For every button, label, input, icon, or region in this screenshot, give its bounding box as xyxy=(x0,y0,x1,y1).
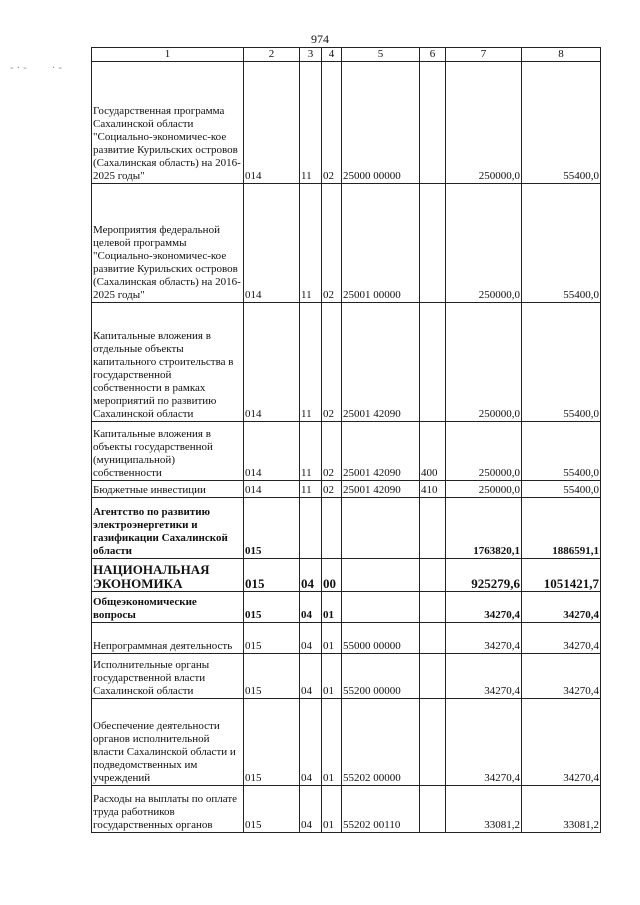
code-cell: 015 xyxy=(244,623,300,654)
margin-mark: · - xyxy=(52,63,62,74)
code-cell: 25000 00000 xyxy=(342,62,420,184)
table-row xyxy=(92,559,601,592)
row-name-cell: Общеэкономические вопросы xyxy=(92,592,244,623)
table-row xyxy=(92,481,601,498)
code-cell xyxy=(420,592,446,623)
row-name-cell: Капитальные вложения в отдельные объекты капитального строительства в государственной собственности в рамках мероприятий по развитию Сахалинской области xyxy=(92,303,244,422)
code-cell: 11 xyxy=(300,62,322,184)
amount-cell: 34270,4 xyxy=(446,623,522,654)
amount-cell: 33081,2 xyxy=(522,786,601,833)
code-cell: 55202 00000 xyxy=(342,699,420,786)
code-cell xyxy=(420,699,446,786)
amount-cell: 250000,0 xyxy=(446,422,522,481)
code-cell: 01 xyxy=(322,592,342,623)
amount-cell: 34270,4 xyxy=(522,592,601,623)
amount-cell: 250000,0 xyxy=(446,184,522,303)
amount-cell: 55400,0 xyxy=(522,184,601,303)
table-row xyxy=(92,654,601,699)
code-cell xyxy=(420,654,446,699)
code-cell: 01 xyxy=(322,699,342,786)
column-number-row xyxy=(92,48,601,62)
code-cell xyxy=(420,184,446,303)
amount-cell: 1886591,1 xyxy=(522,498,601,559)
amount-cell: 34270,4 xyxy=(446,654,522,699)
code-cell: 015 xyxy=(244,786,300,833)
code-cell: 04 xyxy=(300,559,322,592)
code-cell: 25001 42090 xyxy=(342,481,420,498)
code-cell xyxy=(420,786,446,833)
budget-table xyxy=(91,47,601,833)
code-cell: 11 xyxy=(300,422,322,481)
amount-cell: 34270,4 xyxy=(522,699,601,786)
table-row xyxy=(92,184,601,303)
code-cell: 01 xyxy=(322,786,342,833)
amount-cell: 33081,2 xyxy=(446,786,522,833)
code-cell: 00 xyxy=(322,559,342,592)
code-cell xyxy=(342,559,420,592)
code-cell: 014 xyxy=(244,303,300,422)
code-cell: 400 xyxy=(420,422,446,481)
code-cell: 02 xyxy=(322,422,342,481)
row-name-cell: Мероприятия федеральной целевой программы "Социально-экономичес-кое развитие Курильских островов (Сахалинская область) на 2016-2025 годы" xyxy=(92,184,244,303)
amount-cell: 55400,0 xyxy=(522,303,601,422)
code-cell: 014 xyxy=(244,422,300,481)
code-cell: 01 xyxy=(322,654,342,699)
amount-cell: 925279,6 xyxy=(446,559,522,592)
code-cell: 25001 42090 xyxy=(342,303,420,422)
amount-cell: 250000,0 xyxy=(446,303,522,422)
column-header: 5 xyxy=(342,48,420,62)
code-cell: 55202 00110 xyxy=(342,786,420,833)
code-cell: 015 xyxy=(244,699,300,786)
amount-cell: 1051421,7 xyxy=(522,559,601,592)
code-cell xyxy=(420,303,446,422)
table-row xyxy=(92,62,601,184)
amount-cell: 1763820,1 xyxy=(446,498,522,559)
table-row xyxy=(92,699,601,786)
page-number: 974 xyxy=(311,32,329,46)
row-name-cell: Агентство по развитию электроэнергетики и газификации Сахалинской области xyxy=(92,498,244,559)
code-cell: 04 xyxy=(300,654,322,699)
table-row xyxy=(92,623,601,654)
amount-cell: 250000,0 xyxy=(446,62,522,184)
code-cell: 11 xyxy=(300,184,322,303)
code-cell: 015 xyxy=(244,654,300,699)
column-header: 8 xyxy=(522,48,601,62)
code-cell xyxy=(342,592,420,623)
amount-cell: 250000,0 xyxy=(446,481,522,498)
amount-cell: 55400,0 xyxy=(522,62,601,184)
code-cell: 55000 00000 xyxy=(342,623,420,654)
code-cell: 015 xyxy=(244,559,300,592)
code-cell: 014 xyxy=(244,184,300,303)
table-row xyxy=(92,498,601,559)
code-cell: 410 xyxy=(420,481,446,498)
code-cell: 11 xyxy=(300,303,322,422)
column-header: 4 xyxy=(322,48,342,62)
code-cell: 25001 00000 xyxy=(342,184,420,303)
row-name-cell: Непрограммная деятельность xyxy=(92,623,244,654)
table-row xyxy=(92,592,601,623)
code-cell: 04 xyxy=(300,623,322,654)
code-cell: 02 xyxy=(322,184,342,303)
row-name-cell: Расходы на выплаты по оплате труда работников государственных органов xyxy=(92,786,244,833)
code-cell: 11 xyxy=(300,481,322,498)
code-cell xyxy=(420,559,446,592)
code-cell xyxy=(420,498,446,559)
code-cell: 04 xyxy=(300,592,322,623)
code-cell: 04 xyxy=(300,786,322,833)
code-cell: 01 xyxy=(322,623,342,654)
amount-cell: 34270,4 xyxy=(522,654,601,699)
amount-cell: 55400,0 xyxy=(522,422,601,481)
row-name-cell: Обеспечение деятельности органов исполнительной власти Сахалинской области и подведомственных им учреждений xyxy=(92,699,244,786)
column-header: 1 xyxy=(92,48,244,62)
table-row xyxy=(92,786,601,833)
table-row xyxy=(92,422,601,481)
column-header: 7 xyxy=(446,48,522,62)
code-cell: 015 xyxy=(244,592,300,623)
code-cell: 04 xyxy=(300,699,322,786)
column-header: 2 xyxy=(244,48,300,62)
row-name-cell: НАЦИОНАЛЬНАЯ ЭКОНОМИКА xyxy=(92,559,244,592)
row-name-cell: Исполнительные органы государственной власти Сахалинской области xyxy=(92,654,244,699)
row-name-cell: Капитальные вложения в объекты государственной (муниципальной) собственности xyxy=(92,422,244,481)
amount-cell: 34270,4 xyxy=(446,699,522,786)
amount-cell: 55400,0 xyxy=(522,481,601,498)
margin-mark: - · - xyxy=(10,63,27,74)
code-cell: 02 xyxy=(322,62,342,184)
code-cell xyxy=(322,498,342,559)
column-header: 3 xyxy=(300,48,322,62)
code-cell: 02 xyxy=(322,303,342,422)
amount-cell: 34270,4 xyxy=(522,623,601,654)
row-name-cell: Государственная программа Сахалинской области "Социально-экономичес-кое развитие Курильских островов (Сахалинская область) на 2016-2025 годы" xyxy=(92,62,244,184)
amount-cell: 34270,4 xyxy=(446,592,522,623)
code-cell xyxy=(420,623,446,654)
code-cell xyxy=(420,62,446,184)
code-cell xyxy=(300,498,322,559)
code-cell: 015 xyxy=(244,498,300,559)
code-cell: 55200 00000 xyxy=(342,654,420,699)
row-name-cell: Бюджетные инвестиции xyxy=(92,481,244,498)
code-cell xyxy=(342,498,420,559)
code-cell: 014 xyxy=(244,481,300,498)
table-row xyxy=(92,303,601,422)
code-cell: 02 xyxy=(322,481,342,498)
code-cell: 014 xyxy=(244,62,300,184)
code-cell: 25001 42090 xyxy=(342,422,420,481)
column-header: 6 xyxy=(420,48,446,62)
